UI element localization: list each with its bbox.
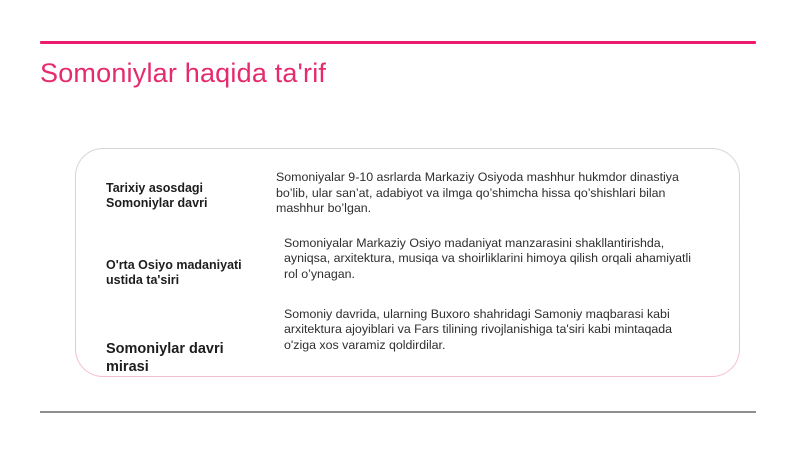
row-description: Somoniyalar Markaziy Osiyo madaniyat manzarasini shakllantirishda, ayniqsa, arxitektura, musiqa va shoirliklarini himoya qilish orqali ahamiyatli rol o’ynagan. — [284, 235, 691, 281]
divider-bottom — [40, 411, 756, 413]
row-label: Tarixiy asosdagi Somoniylar davri — [106, 181, 208, 210]
info-row-cultural-influence — [106, 236, 709, 288]
info-card — [75, 148, 740, 377]
page-title: Somoniylar haqida ta'rif — [40, 58, 327, 88]
row-label: O'rta Osiyo madaniyati ustida ta'siri — [106, 257, 242, 287]
info-row-historical-basis — [106, 170, 709, 217]
row-description: Somoniyalar 9-10 asrlarda Markaziy Osiyoda mashhur hukmdor dinastiya bo’lib, ular san’at, adabiyot va ilmga qo’shimcha hissa qo’shishlari bilan mashhur bo’lgan. — [276, 170, 679, 216]
row-description: Somoniy davrida, ularning Buxoro shahridagi Samoniy maqbarasi kabi arxitektura ajoyiblari va Fars tilining rivojlanishiga ta'siri kabi mintaqada o'ziga xos varamiz qoldirdilar. — [284, 306, 673, 352]
accent-divider-top — [40, 41, 756, 44]
info-row-legacy — [106, 307, 709, 376]
row-label: Somoniylar davri mirasi — [106, 340, 224, 375]
info-card-inner — [76, 149, 739, 376]
